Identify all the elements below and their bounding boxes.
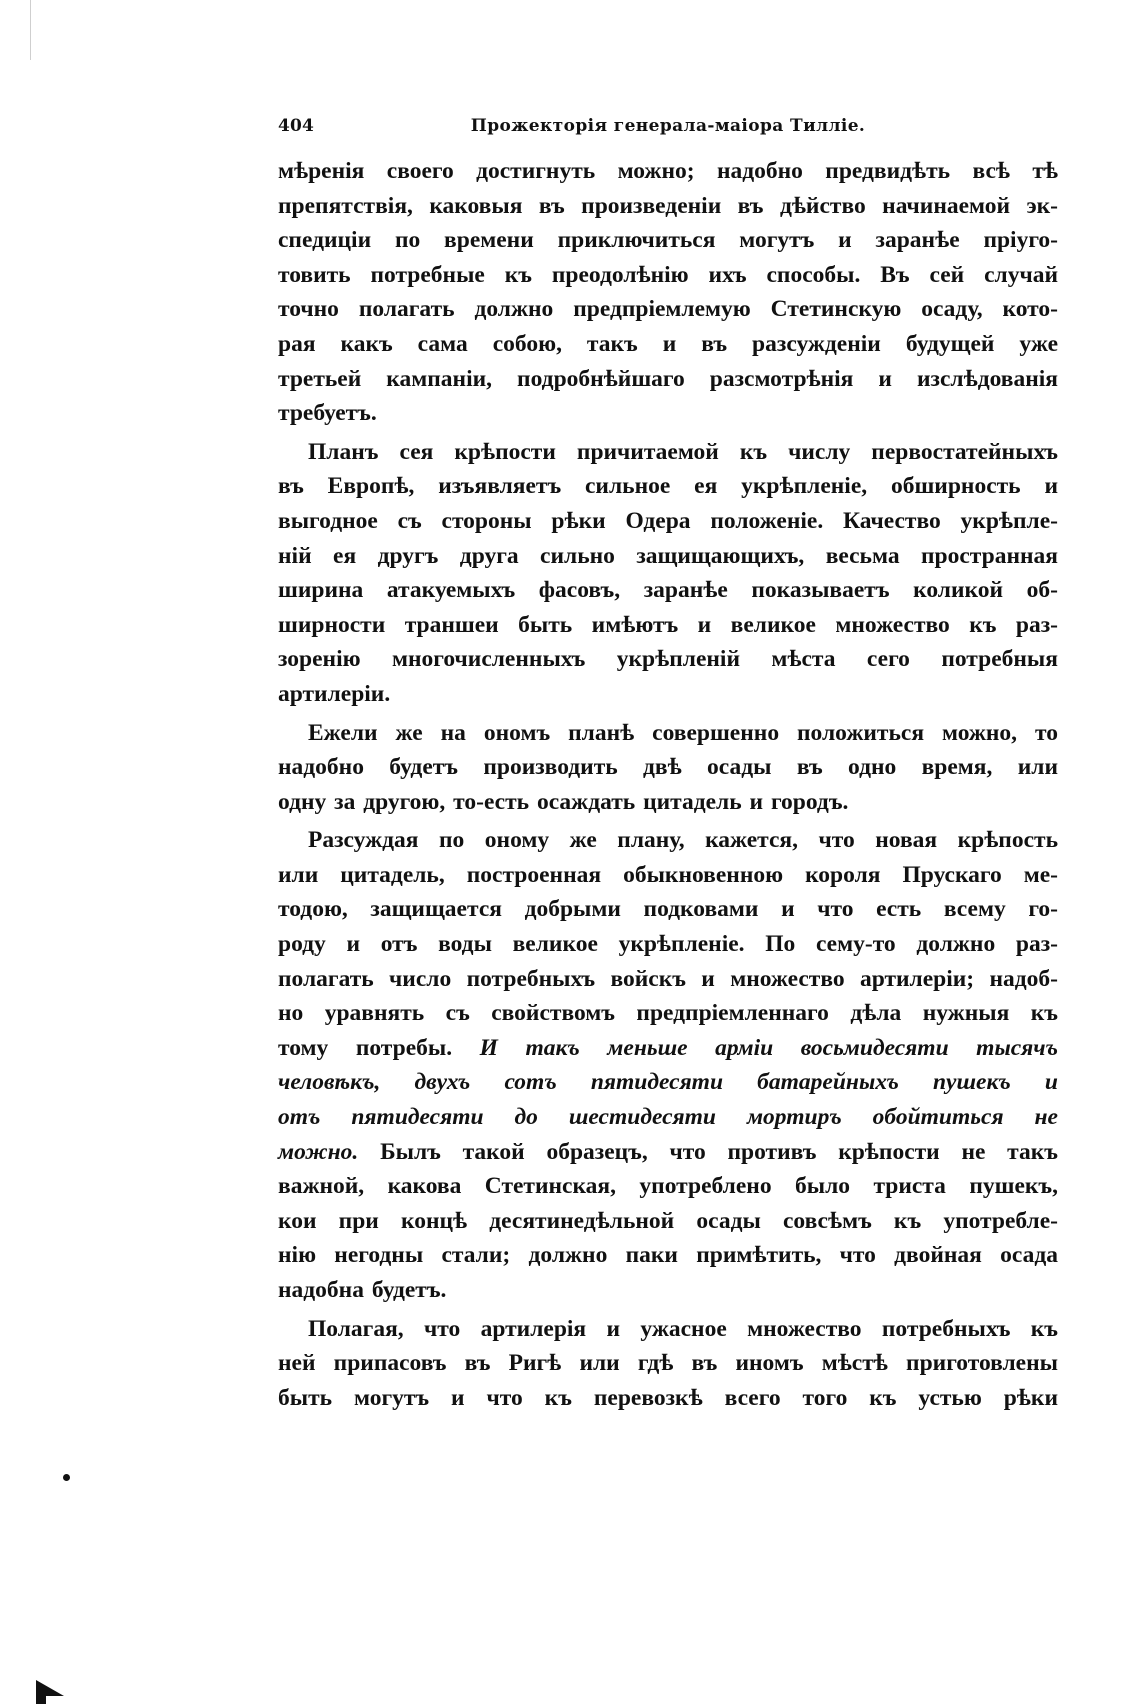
book-page: [278, 110, 1058, 1419]
text-line: выгодное съ стороны рѣки Одера положеніе. Качество укрѣпле-: [278, 507, 1058, 534]
scan-corner-mark: [36, 1680, 64, 1696]
text-line: нію негодны стали; должно паки примѣтить, что двойная осада: [278, 1242, 1058, 1269]
text-line: требуетъ.: [278, 400, 377, 427]
italic-text-line: [278, 1065, 1058, 1100]
text-line: рая какъ сама собою, такъ и въ разсужденіи будущей уже: [278, 330, 1058, 357]
text-line: полагать число потребныхъ войскъ и множество артилеріи; надоб-: [278, 965, 1058, 992]
text-line: ній ея другъ друга сильно защищающихъ, весьма пространная: [278, 542, 1058, 569]
scan-dot-mark: [63, 1474, 70, 1481]
text-line: зоренію многочисленныхъ укрѣпленій мѣста сего потребныя: [278, 646, 1058, 673]
page-number: 404: [278, 116, 315, 136]
page-edge-line: [30, 0, 31, 60]
text-line: Полагая, что артилерія и ужасное множество потребныхъ къ: [308, 1315, 1058, 1342]
text-line: одну за другою, то-есть осаждать цитадель и городъ.: [278, 788, 849, 815]
text-line: товить потребные къ преодолѣнію ихъ способы. Въ сей случай: [278, 261, 1058, 288]
text-line: важной, какова Стетинская, употреблено было триста пушекъ,: [278, 1173, 1058, 1200]
text-line: препятствія, каковыя въ произведеніи въ дѣйство начинаемой эк-: [278, 192, 1058, 219]
text-line: надобна будетъ.: [278, 1277, 447, 1303]
text-run: Былъ такой образецъ, что противъ крѣпости не такъ: [380, 1138, 1059, 1165]
text-line: тодою, защищается добрыми подковами и что есть всему го-: [278, 896, 1058, 923]
text-line: ней припасовъ въ Ригѣ или гдѣ въ иномъ мѣстѣ приготовлены: [278, 1350, 1058, 1377]
italic-text-run: И такъ меньше арміи восьмидесяти тысячъ: [479, 1034, 1059, 1061]
text-line: Ежели же на ономъ планѣ совершенно положиться можно, то: [308, 719, 1058, 746]
text-line: артилеріи.: [278, 680, 391, 707]
text-run: тому потребы.: [278, 1034, 453, 1061]
italic-text-line: [278, 1100, 1058, 1135]
text-line: въ Европѣ, изъявляетъ сильное ея укрѣпленіе, обширность и: [278, 473, 1058, 500]
text-line: кои при концѣ десятинедѣльной осады совсѣмъ къ употребле-: [278, 1207, 1058, 1234]
paragraph-1: [278, 154, 1058, 431]
body-text: [278, 154, 1058, 1415]
text-line: третьей кампаніи, подробнѣйшаго разсмотрѣнія и изслѣдованія: [278, 365, 1058, 392]
paragraph-4: [278, 823, 1058, 1307]
text-line: ширина атакуемыхъ фасовъ, заранѣе показываетъ коликой об-: [278, 577, 1058, 604]
text-line: роду и отъ воды великое укрѣпленіе. По сему-то должно раз-: [278, 931, 1058, 958]
text-line: ширности траншеи быть имѣютъ и великое множество къ раз-: [278, 611, 1058, 638]
text-line: спедиціи по времени приключиться могутъ и заранѣе пріуго-: [278, 227, 1058, 254]
italic-text-run: можно.: [278, 1138, 359, 1165]
paragraph-3: [278, 716, 1058, 820]
running-head: [278, 110, 1058, 150]
text-line: но уравнять съ свойствомъ предпріемленнаго дѣла нужныя къ: [278, 1000, 1058, 1027]
text-line: надобно будетъ производить двѣ осады въ одно время, или: [278, 754, 1058, 781]
text-line: или цитадель, построенная обыкновенною короля Прускаго ме-: [278, 861, 1058, 888]
paragraph-2: [278, 435, 1058, 712]
text-line: быть могутъ и что къ перевозкѣ всего того къ устью рѣки: [278, 1384, 1058, 1411]
italic-text-run: отъ пятидесяти до шестидесяти мортиръ обойтиться не: [278, 1104, 1058, 1131]
text-line-mixed: [278, 1135, 1058, 1170]
text-line-mixed: [278, 1031, 1058, 1066]
running-title: Прожекторія генерала-маіора Тилліе.: [470, 116, 866, 136]
paragraph-5: [278, 1312, 1058, 1416]
italic-text-run: человѣкъ, двухъ сотъ пятидесяти батарейныхъ пушекъ и: [278, 1069, 1058, 1096]
text-line: точно полагать должно предпріемлемую Стетинскую осаду, кото-: [278, 296, 1058, 323]
text-line: мѣренія своего достигнуть можно; надобно предвидѣть всѣ тѣ: [278, 158, 1058, 184]
text-line: Планъ сея крѣпости причитаемой къ числу первостатейныхъ: [308, 438, 1058, 465]
text-line: Разсуждая по оному же плану, кажется, что новая крѣпость: [308, 827, 1058, 854]
